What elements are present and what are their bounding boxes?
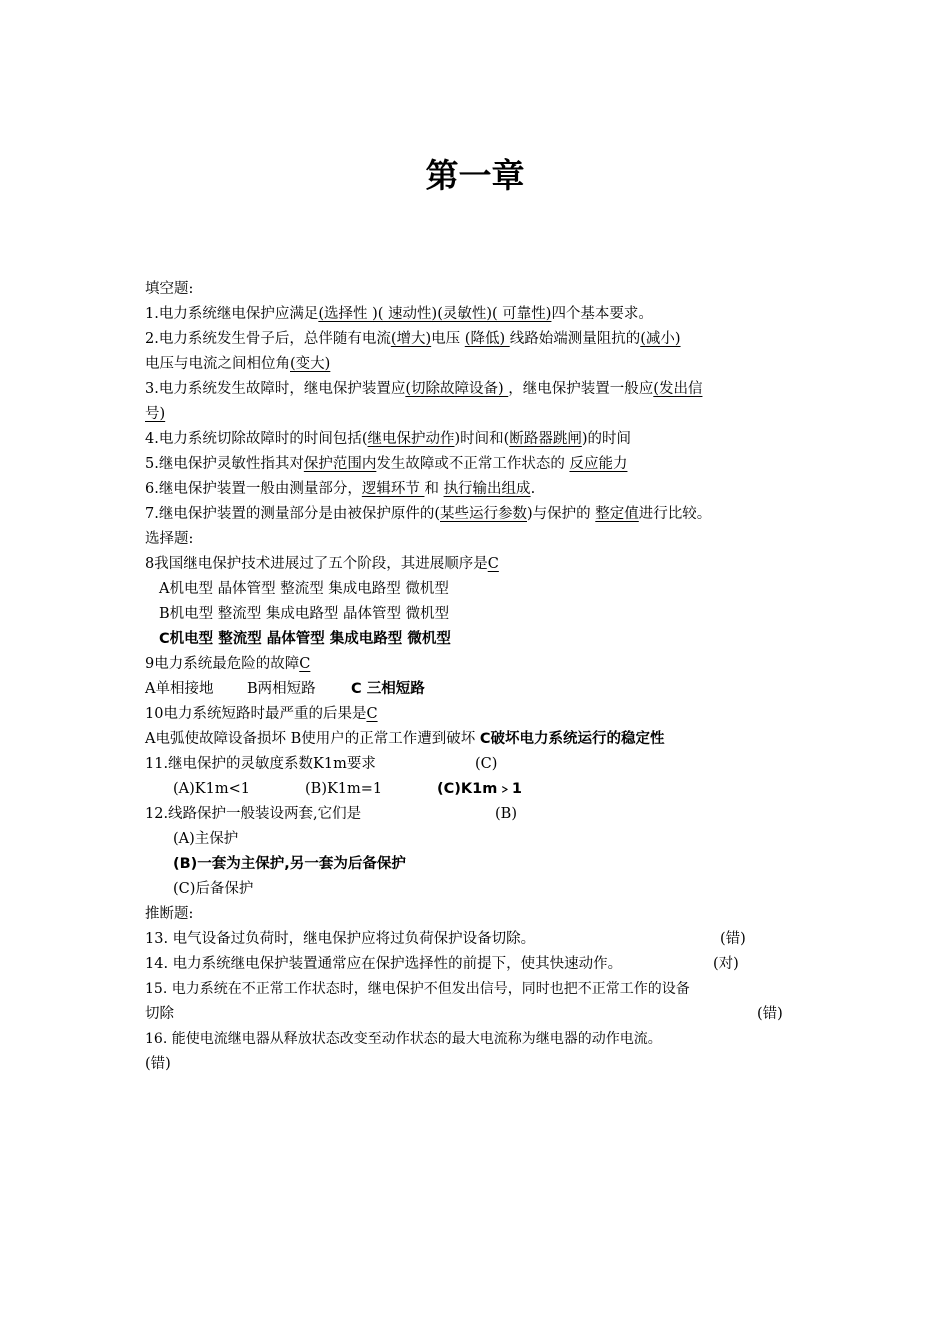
choice-header: 选择题: (145, 531, 194, 547)
question-2-cont: 电压与电流之间相位角(变大) (145, 356, 331, 372)
question-12-option-b: (B)一套为主保护,另一套为后备保护 (173, 856, 406, 872)
question-3-cont: 号) (145, 406, 166, 422)
question-5: 5.继电保护灵敏性指其对保护范围内发生故障或不正常工作状态的 反应能力 (145, 456, 628, 472)
judge-header: 推断题: (145, 906, 194, 922)
question-10: 10电力系统短路时最严重的后果是C (145, 706, 378, 722)
question-9: 9电力系统最危险的故障C (145, 656, 311, 672)
question-6: 6.继电保护装置一般由测量部分，逻辑环节 和 执行输出组成. (145, 481, 536, 497)
question-11: 11.继电保护的灵敏度系数K1m要求 (C) (145, 756, 498, 772)
question-12-option-c: (C)后备保护 (173, 881, 254, 897)
question-7: 7.继电保护装置的测量部分是由被保护原件的(某些运行参数)与保护的 整定值进行比较。 (145, 506, 712, 522)
question-8-option-c: C机电型 整流型 晶体管型 集成电路型 微机型 (159, 631, 451, 647)
question-15: 15. 电力系统在不正常工作状态时，继电保护不但发出信号，同时也把不正常工作的设备 (145, 981, 690, 997)
chapter-title: 第一章 (425, 156, 525, 195)
question-12: 12.线路保护一般装设两套,它们是 (B) (145, 806, 517, 822)
question-16: 16. 能使电流继电器从释放状态改变至动作状态的最大电流称为继电器的动作电流。 (145, 1031, 662, 1047)
question-3: 3.电力系统发生故障时，继电保护装置应(切除故障设备) ，继电保护装置一般应(发出信 (145, 381, 703, 397)
question-15-cont: 切除 (错) (145, 1006, 783, 1022)
question-1: 1.电力系统继电保护应满足(选择性 )( 速动性)(灵敏性)( 可靠性)四个基本要求。 (145, 306, 653, 322)
question-10-options: A电弧使故障设备损坏 B使用户的正常工作遭到破坏 C破坏电力系统运行的稳定性 (145, 731, 665, 747)
question-12-option-a: (A)主保护 (173, 831, 239, 847)
question-11-options: (A)K1m<1 (B)K1m=1 (C)K1m﹥1 (173, 781, 522, 797)
question-14: 14. 电力系统继电保护装置通常应在保护选择性的前提下，使其快速动作。 (对) (145, 956, 739, 972)
question-8: 8我国继电保护技术进展过了五个阶段，其进展顺序是C (145, 556, 499, 572)
question-4: 4.电力系统切除故障时的时间包括(继电保护动作)时间和(断路器跳闸)的时间 (145, 431, 631, 447)
document-body (145, 277, 815, 1077)
question-8-option-a: A机电型 晶体管型 整流型 集成电路型 微机型 (159, 581, 449, 597)
question-2: 2.电力系统发生骨子后，总伴随有电流(增大)电压 (降低) 线路始端测量阻抗的(减小) (145, 331, 681, 347)
question-8-option-b: B机电型 整流型 集成电路型 晶体管型 微机型 (159, 606, 450, 622)
question-16-answer: (错) (145, 1056, 171, 1072)
question-9-options: A单相接地 B两相短路 C 三相短路 (145, 681, 425, 697)
question-13: 13. 电气设备过负荷时，继电保护应将过负荷保护设备切除。 (错) (145, 931, 746, 947)
fill-header: 填空题: (145, 281, 194, 297)
